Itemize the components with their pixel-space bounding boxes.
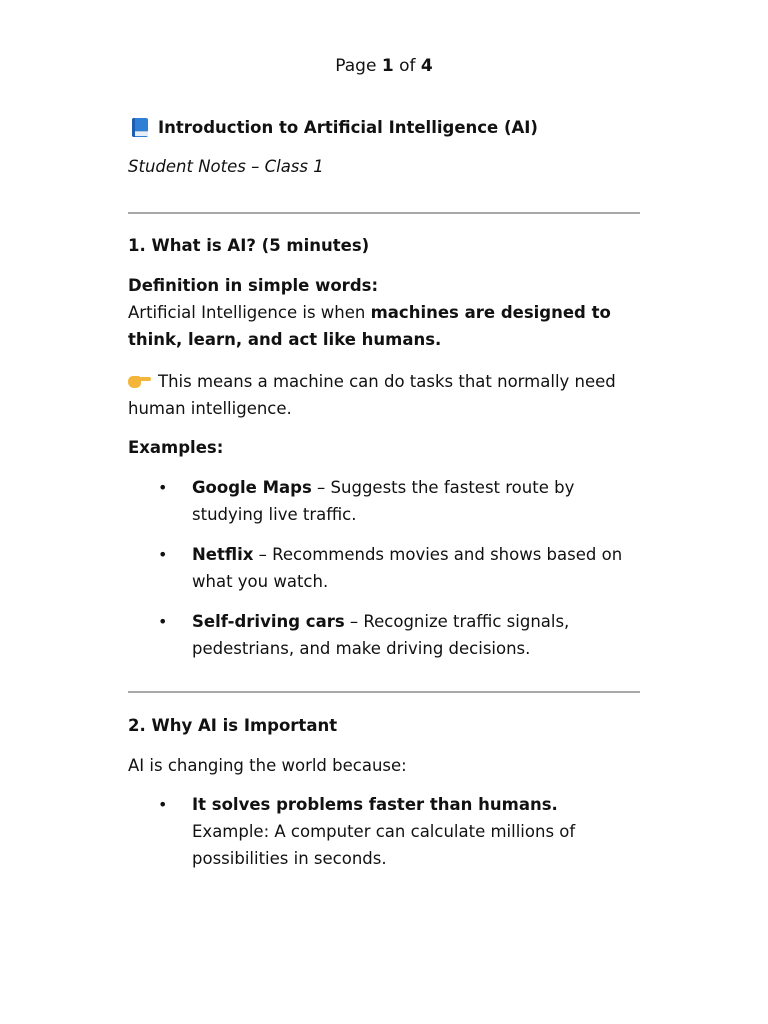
section-1-heading: 1. What is AI? (5 minutes) [128, 236, 370, 255]
document-title [128, 114, 640, 141]
definition-plain: Artificial Intelligence is when [128, 303, 371, 322]
list-item [128, 608, 640, 662]
examples-list [128, 474, 640, 662]
list-item [128, 474, 640, 528]
point-bold: It solves problems faster than humans. [192, 795, 558, 814]
section-2-intro: AI is changing the world because: [128, 756, 407, 775]
pointing-hand-icon [128, 373, 152, 389]
page-label: Page [335, 56, 377, 76]
page-of-label: of [399, 56, 416, 76]
example-name: Google Maps [192, 478, 312, 497]
examples-label: Examples: [128, 438, 224, 457]
example-name: Netflix [192, 545, 254, 564]
list-item [128, 791, 640, 872]
current-page: 1 [381, 56, 394, 76]
definition-text [128, 299, 640, 353]
definition-label: Definition in simple words: [128, 276, 379, 295]
importance-list [128, 791, 640, 872]
means-text: This means a machine can do tasks that normally need human intelligence. [128, 372, 616, 418]
example-text: – Suggests the fastest route by studying live traffic. [192, 478, 575, 524]
section-2-heading: 2. Why AI is Important [128, 716, 338, 735]
example-text: – Recognize traffic signals, pedestrians, and make driving decisions. [192, 612, 570, 658]
book-icon [132, 118, 148, 137]
point-text: Example: A computer can calculate millions of possibilities in seconds. [192, 822, 576, 868]
means-paragraph [128, 368, 640, 422]
list-item [128, 541, 640, 595]
example-text: – Recommends movies and shows based on what you watch. [192, 545, 623, 591]
document-subtitle: Student Notes – Class 1 [128, 157, 324, 176]
example-name: Self-driving cars [192, 612, 345, 631]
total-pages: 4 [420, 56, 433, 76]
divider [128, 212, 640, 214]
definition-bold: machines are designed to think, learn, and act like humans. [128, 303, 611, 349]
page-indicator [0, 56, 768, 76]
divider [128, 691, 640, 693]
title-text: Introduction to Artificial Intelligence (AI) [158, 118, 538, 137]
